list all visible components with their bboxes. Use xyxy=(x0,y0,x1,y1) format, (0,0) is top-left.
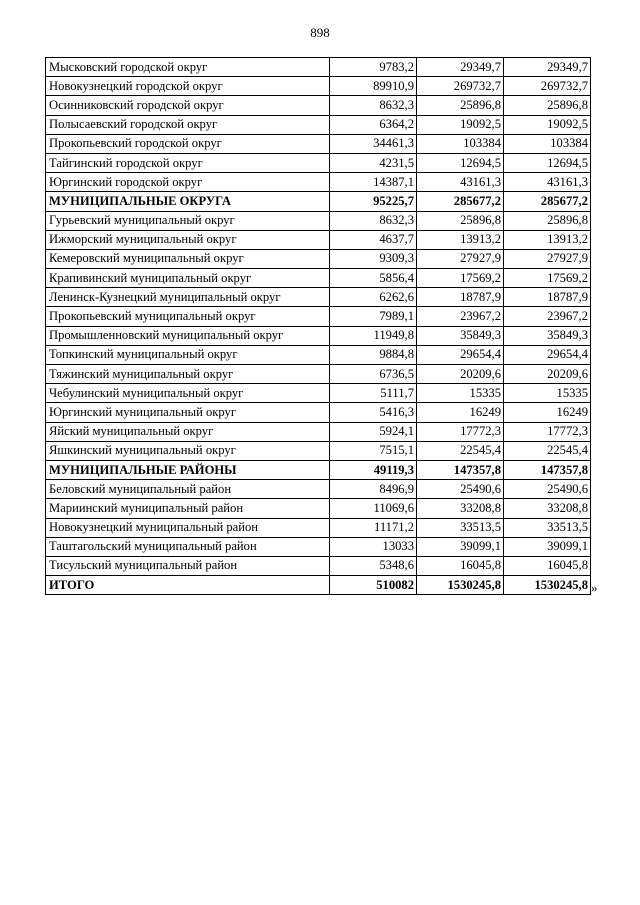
table-body xyxy=(46,58,591,595)
table-row xyxy=(46,365,591,384)
row-value-3-cell: 43161,3 xyxy=(504,173,591,192)
row-value-2-cell: 20209,6 xyxy=(417,365,504,384)
row-value-2-cell: 25896,8 xyxy=(417,211,504,230)
row-value-1-cell: 11949,8 xyxy=(330,326,417,345)
row-name-cell: Полысаевский городской округ xyxy=(46,115,330,134)
row-value-3-cell: 23967,2 xyxy=(504,307,591,326)
row-name-cell: МУНИЦИПАЛЬНЫЕ РАЙОНЫ xyxy=(46,460,330,479)
row-value-2-cell: 13913,2 xyxy=(417,230,504,249)
row-name-cell: Новокузнецкий муниципальный район xyxy=(46,518,330,537)
row-value-1-cell: 6262,6 xyxy=(330,288,417,307)
row-value-1-cell: 49119,3 xyxy=(330,460,417,479)
row-value-3-cell: 12694,5 xyxy=(504,153,591,172)
row-value-3-cell: 27927,9 xyxy=(504,249,591,268)
table-row xyxy=(46,403,591,422)
row-value-1-cell: 14387,1 xyxy=(330,173,417,192)
row-value-2-cell: 19092,5 xyxy=(417,115,504,134)
row-name-cell: Таштагольский муниципальный район xyxy=(46,537,330,556)
row-value-1-cell: 7989,1 xyxy=(330,307,417,326)
row-value-2-cell: 29654,4 xyxy=(417,345,504,364)
table-row-total xyxy=(46,192,591,211)
row-value-1-cell: 8632,3 xyxy=(330,96,417,115)
row-name-cell: Юргинский муниципальный округ xyxy=(46,403,330,422)
row-value-3-cell: 17772,3 xyxy=(504,422,591,441)
table-row xyxy=(46,422,591,441)
row-name-cell: Яшкинский муниципальный округ xyxy=(46,441,330,460)
row-value-3-cell: 1530245,8 xyxy=(504,576,591,595)
table-row xyxy=(46,499,591,518)
table-row xyxy=(46,480,591,499)
table-row-total xyxy=(46,460,591,479)
row-name-cell: Прокопьевский городской округ xyxy=(46,134,330,153)
table-row xyxy=(46,153,591,172)
table-row xyxy=(46,307,591,326)
table-row xyxy=(46,441,591,460)
row-value-3-cell: 20209,6 xyxy=(504,365,591,384)
row-value-1-cell: 11171,2 xyxy=(330,518,417,537)
row-value-2-cell: 33208,8 xyxy=(417,499,504,518)
table-row xyxy=(46,211,591,230)
row-name-cell: Тисульский муниципальный район xyxy=(46,556,330,575)
row-value-1-cell: 5416,3 xyxy=(330,403,417,422)
row-value-2-cell: 269732,7 xyxy=(417,77,504,96)
row-value-3-cell: 25490,6 xyxy=(504,480,591,499)
table-row xyxy=(46,269,591,288)
table-row-total xyxy=(46,576,591,595)
row-name-cell: Мариинский муниципальный район xyxy=(46,499,330,518)
row-value-1-cell: 13033 xyxy=(330,537,417,556)
row-name-cell: Осинниковский городской округ xyxy=(46,96,330,115)
row-value-2-cell: 17569,2 xyxy=(417,269,504,288)
row-name-cell: Яйский муниципальный округ xyxy=(46,422,330,441)
row-name-cell: МУНИЦИПАЛЬНЫЕ ОКРУГА xyxy=(46,192,330,211)
row-value-3-cell: 15335 xyxy=(504,384,591,403)
table-row xyxy=(46,518,591,537)
row-name-cell: Гурьевский муниципальный округ xyxy=(46,211,330,230)
row-value-2-cell: 33513,5 xyxy=(417,518,504,537)
row-name-cell: Крапивинский муниципальный округ xyxy=(46,269,330,288)
row-value-3-cell: 22545,4 xyxy=(504,441,591,460)
row-value-1-cell: 4637,7 xyxy=(330,230,417,249)
row-value-3-cell: 18787,9 xyxy=(504,288,591,307)
table-row xyxy=(46,58,591,77)
row-value-2-cell: 23967,2 xyxy=(417,307,504,326)
row-value-2-cell: 16045,8 xyxy=(417,556,504,575)
row-value-3-cell: 16045,8 xyxy=(504,556,591,575)
row-value-2-cell: 17772,3 xyxy=(417,422,504,441)
row-name-cell: Кемеровский муниципальный округ xyxy=(46,249,330,268)
row-name-cell: Промышленновский муниципальный округ xyxy=(46,326,330,345)
row-value-1-cell: 8496,9 xyxy=(330,480,417,499)
row-value-3-cell: 103384 xyxy=(504,134,591,153)
row-value-1-cell: 8632,3 xyxy=(330,211,417,230)
row-value-1-cell: 6364,2 xyxy=(330,115,417,134)
row-value-1-cell: 6736,5 xyxy=(330,365,417,384)
row-name-cell: Ижморский муниципальный округ xyxy=(46,230,330,249)
row-value-2-cell: 27927,9 xyxy=(417,249,504,268)
row-value-3-cell: 19092,5 xyxy=(504,115,591,134)
table-row xyxy=(46,249,591,268)
table-row xyxy=(46,326,591,345)
row-name-cell: Мысковский городской округ xyxy=(46,58,330,77)
row-value-2-cell: 43161,3 xyxy=(417,173,504,192)
row-value-3-cell: 29654,4 xyxy=(504,345,591,364)
row-value-3-cell: 17569,2 xyxy=(504,269,591,288)
row-name-cell: Беловский муниципальный район xyxy=(46,480,330,499)
table-row xyxy=(46,288,591,307)
row-value-1-cell: 95225,7 xyxy=(330,192,417,211)
row-value-2-cell: 285677,2 xyxy=(417,192,504,211)
row-value-3-cell: 25896,8 xyxy=(504,96,591,115)
row-name-cell: Юргинский городской округ xyxy=(46,173,330,192)
row-value-2-cell: 15335 xyxy=(417,384,504,403)
table-row xyxy=(46,537,591,556)
row-name-cell: Тайгинский городской округ xyxy=(46,153,330,172)
row-value-2-cell: 35849,3 xyxy=(417,326,504,345)
row-value-3-cell: 13913,2 xyxy=(504,230,591,249)
row-name-cell: Прокопьевский муниципальный округ xyxy=(46,307,330,326)
row-value-1-cell: 5924,1 xyxy=(330,422,417,441)
row-value-3-cell: 33513,5 xyxy=(504,518,591,537)
row-value-2-cell: 1530245,8 xyxy=(417,576,504,595)
row-value-1-cell: 9783,2 xyxy=(330,58,417,77)
row-value-1-cell: 7515,1 xyxy=(330,441,417,460)
row-value-3-cell: 39099,1 xyxy=(504,537,591,556)
row-value-1-cell: 9309,3 xyxy=(330,249,417,268)
row-value-2-cell: 39099,1 xyxy=(417,537,504,556)
row-value-1-cell: 34461,3 xyxy=(330,134,417,153)
table-row xyxy=(46,230,591,249)
row-value-1-cell: 89910,9 xyxy=(330,77,417,96)
row-value-2-cell: 18787,9 xyxy=(417,288,504,307)
row-value-1-cell: 5111,7 xyxy=(330,384,417,403)
row-value-3-cell: 269732,7 xyxy=(504,77,591,96)
table-row xyxy=(46,115,591,134)
row-value-3-cell: 16249 xyxy=(504,403,591,422)
row-value-3-cell: 29349,7 xyxy=(504,58,591,77)
row-value-3-cell: 147357,8 xyxy=(504,460,591,479)
table-row xyxy=(46,345,591,364)
row-value-2-cell: 25896,8 xyxy=(417,96,504,115)
budget-table xyxy=(45,57,591,595)
row-value-1-cell: 4231,5 xyxy=(330,153,417,172)
row-value-1-cell: 5348,6 xyxy=(330,556,417,575)
row-name-cell: Топкинский муниципальный округ xyxy=(46,345,330,364)
row-name-cell: Чебулинский муниципальный округ xyxy=(46,384,330,403)
row-name-cell: ИТОГО xyxy=(46,576,330,595)
closing-quote-mark: » xyxy=(591,580,598,595)
table-row xyxy=(46,96,591,115)
table-row xyxy=(46,173,591,192)
row-value-2-cell: 147357,8 xyxy=(417,460,504,479)
row-value-1-cell: 9884,8 xyxy=(330,345,417,364)
row-value-3-cell: 35849,3 xyxy=(504,326,591,345)
row-value-1-cell: 510082 xyxy=(330,576,417,595)
row-name-cell: Тяжинский муниципальный округ xyxy=(46,365,330,384)
row-value-2-cell: 103384 xyxy=(417,134,504,153)
row-value-1-cell: 5856,4 xyxy=(330,269,417,288)
row-value-3-cell: 33208,8 xyxy=(504,499,591,518)
row-value-3-cell: 285677,2 xyxy=(504,192,591,211)
row-value-2-cell: 12694,5 xyxy=(417,153,504,172)
table-row xyxy=(46,556,591,575)
row-value-3-cell: 25896,8 xyxy=(504,211,591,230)
table-row xyxy=(46,134,591,153)
row-name-cell: Новокузнецкий городской округ xyxy=(46,77,330,96)
row-value-2-cell: 16249 xyxy=(417,403,504,422)
table-row xyxy=(46,77,591,96)
row-value-2-cell: 22545,4 xyxy=(417,441,504,460)
row-value-2-cell: 29349,7 xyxy=(417,58,504,77)
page-number: 898 xyxy=(310,25,330,40)
row-name-cell: Ленинск-Кузнецкий муниципальный округ xyxy=(46,288,330,307)
table-row xyxy=(46,384,591,403)
row-value-1-cell: 11069,6 xyxy=(330,499,417,518)
row-value-2-cell: 25490,6 xyxy=(417,480,504,499)
